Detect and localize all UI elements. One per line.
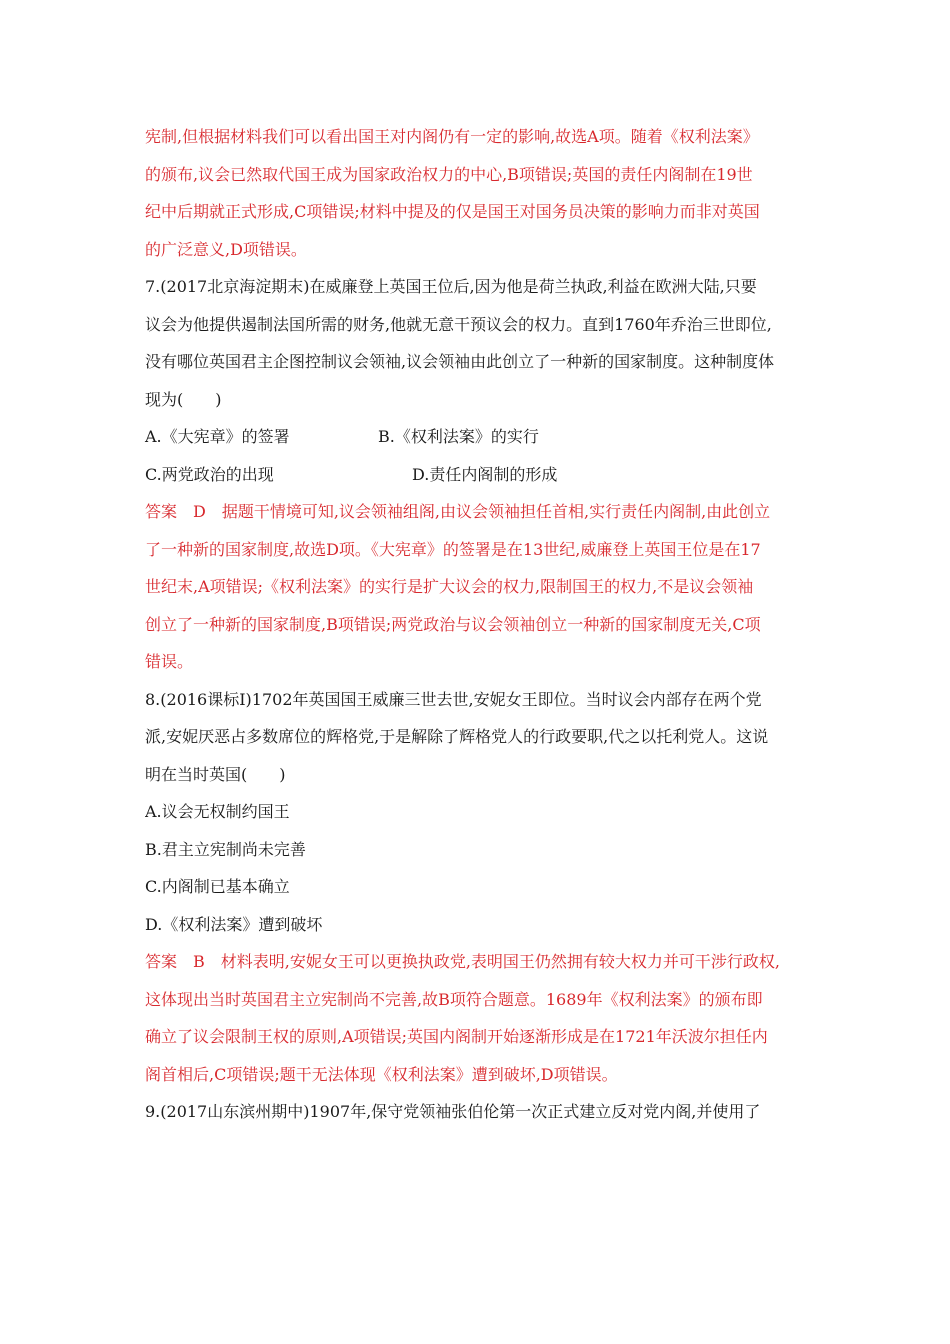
option-d: D.《权利法案》遭到破坏	[145, 914, 323, 934]
question-stem-line: 没有哪位英国君主企图控制议会领袖,议会领袖由此创立了一种新的国家制度。这种制度体	[145, 352, 775, 371]
option-b: B.《权利法案》的实行	[378, 427, 539, 446]
option-row	[145, 418, 810, 456]
option-d: D.责任内阁制的形成	[412, 464, 558, 484]
question-stem-line: 现为( )	[145, 389, 222, 409]
option-a: A.议会无权制约国王	[145, 802, 290, 821]
option-c: C.两党政治的出现	[145, 464, 274, 484]
answer-line: 世纪末,A项错误;《权利法案》的实行是扩大议会的权力,限制国王的权力,不是议会领袖	[145, 577, 754, 596]
option-row	[145, 456, 810, 494]
question-stem-line: 派,安妮厌恶占多数席位的辉格党,于是解除了辉格党人的行政要职,代之以托利党人。这说	[145, 727, 769, 746]
question-8	[145, 681, 810, 1094]
question-9	[145, 1093, 810, 1131]
answer-line: 错误。	[145, 652, 194, 671]
answer-line: 阁首相后,C项错误;题干无法体现《权利法案》遭到破坏,D项错误。	[145, 1064, 618, 1084]
answer-line: 的颁布,议会已然取代国王成为国家政治权力的中心,B项错误;英国的责任内阁制在19世	[145, 164, 753, 184]
answer-line: 答案 D 据题干情境可知,议会领袖组阁,由议会领袖担任首相,实行责任内阁制,由此创立	[145, 502, 771, 521]
question-stem-line: 9.(2017山东滨州期中)1907年,保守党领袖张伯伦第一次正式建立反对党内阁,并使用了	[145, 1102, 761, 1121]
answer-line: 宪制,但根据材料我们可以看出国王对内阁仍有一定的影响,故选A项。随着《权利法案》	[145, 127, 759, 146]
option-b: B.君主立宪制尚未完善	[145, 839, 306, 859]
answer-line: 答案 B 材料表明,安妮女王可以更换执政党,表明国王仍然拥有较大权力并可干涉行政权,	[145, 952, 781, 971]
question-stem-line: 7.(2017北京海淀期末)在威廉登上英国王位后,因为他是荷兰执政,利益在欧洲大陆,只要	[145, 277, 757, 296]
answer-line: 的广泛意义,D项错误。	[145, 239, 307, 259]
question-stem-line: 8.(2016课标Ⅰ)1702年英国国王威廉三世去世,安妮女王即位。当时议会内部存在两个党	[145, 689, 762, 709]
document-page	[145, 118, 810, 1131]
answer-line: 创立了一种新的国家制度,B项错误;两党政治与议会领袖创立一种新的国家制度无关,C项	[145, 614, 761, 634]
previous-answer-continuation	[145, 118, 810, 268]
answer-line: 确立了议会限制王权的原则,A项错误;英国内阁制开始逐渐形成是在1721年沃波尔担任内	[145, 1027, 768, 1046]
answer-line: 纪中后期就正式形成,C项错误;材料中提及的仅是国王对国务员决策的影响力而非对英国	[145, 202, 760, 221]
question-stem-line: 明在当时英国( )	[145, 764, 286, 784]
option-c: C.内阁制已基本确立	[145, 877, 290, 896]
question-stem-line: 议会为他提供遏制法国所需的财务,他就无意干预议会的权力。直到1760年乔治三世即位,	[145, 314, 772, 334]
question-7	[145, 268, 810, 681]
option-a: A.《大宪章》的签署	[145, 427, 290, 446]
answer-line: 这体现出当时英国君主立宪制尚不完善,故B项符合题意。1689年《权利法案》的颁布即	[145, 989, 763, 1009]
answer-line: 了一种新的国家制度,故选D项。《大宪章》的签署是在13世纪,威廉登上英国王位是在17	[145, 539, 761, 559]
